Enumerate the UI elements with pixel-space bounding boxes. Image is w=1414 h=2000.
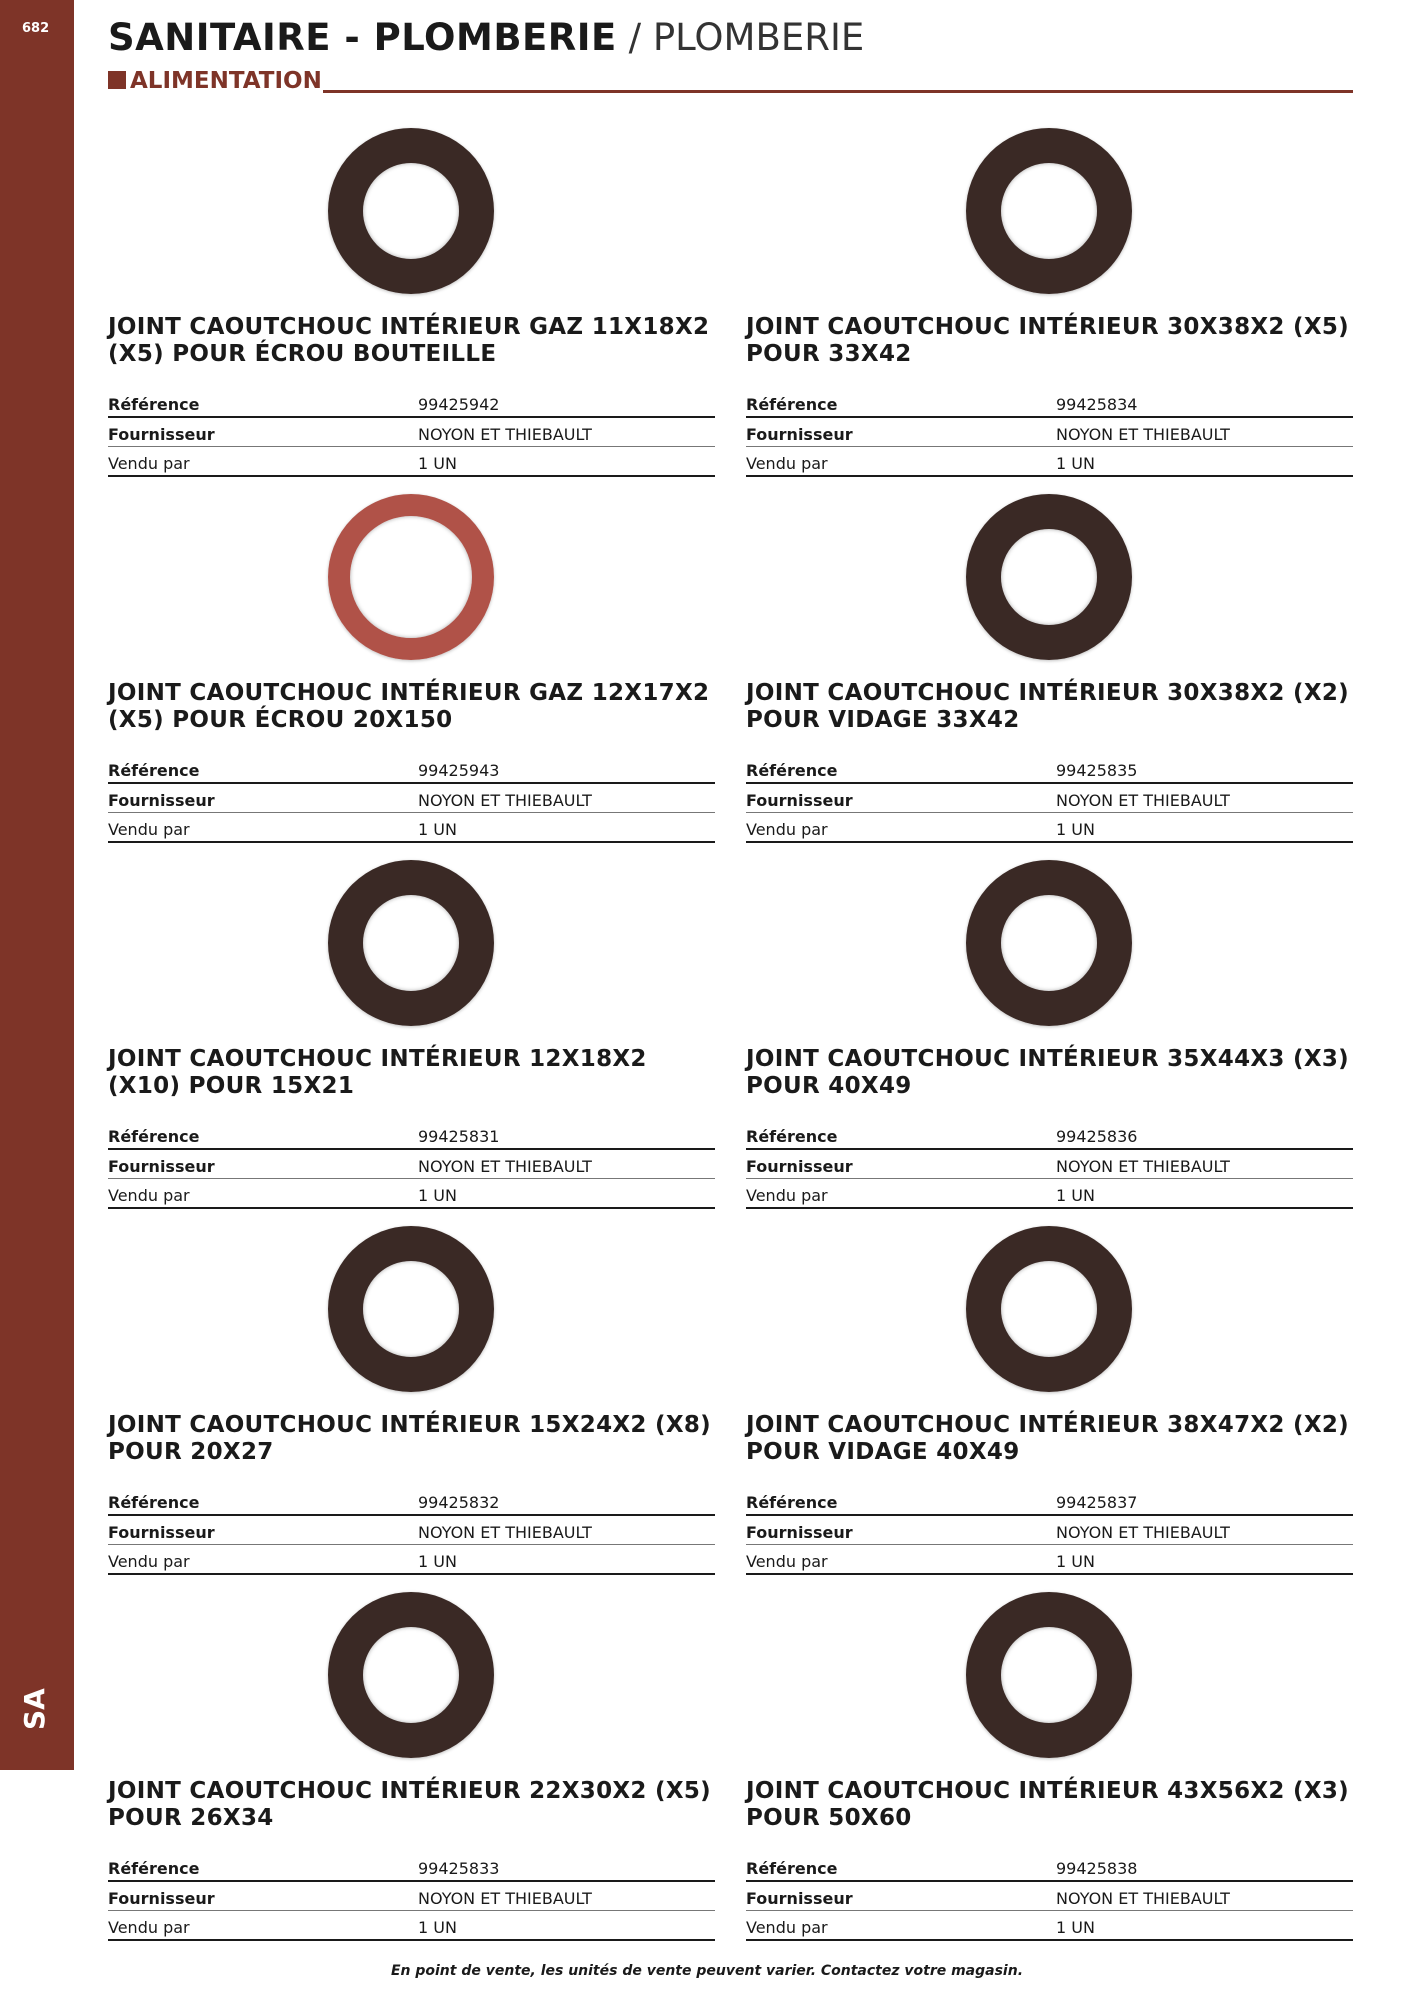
product-title[interactable]: JOINT CAOUTCHOUC INTÉRIEUR 30X38X2 (X2) POUR VIDAGE 33X42 [746,680,1349,733]
supplier-label: Fournisseur [746,1881,1056,1911]
product-details [108,1852,715,1941]
product-card[interactable] [746,858,1353,1218]
product-title[interactable]: JOINT CAOUTCHOUC INTÉRIEUR 30X38X2 (X5) POUR 33X42 [746,314,1349,367]
sold-by-label: Vendu par [108,1545,418,1575]
reference-value: 99425838 [1056,1852,1353,1881]
supplier-label: Fournisseur [108,1149,418,1179]
product-details [108,1120,715,1209]
sold-by-label: Vendu par [108,1179,418,1209]
reference-value: 99425833 [418,1852,715,1881]
product-details [108,754,715,843]
product-image [108,1224,715,1404]
section-header [108,66,1353,96]
supplier-label: Fournisseur [746,417,1056,447]
product-card[interactable] [746,126,1353,486]
rubber-seal-image [328,128,494,294]
reference-label: Référence [108,754,418,783]
product-image [746,1224,1353,1404]
sold-by-value: 1 UN [418,813,715,843]
rubber-seal-image [328,494,494,660]
reference-value: 99425832 [418,1486,715,1515]
sold-by-value: 1 UN [418,1179,715,1209]
product-details [108,1486,715,1575]
supplier-label: Fournisseur [746,1149,1056,1179]
product-image [746,858,1353,1038]
sold-by-label: Vendu par [108,1911,418,1941]
supplier-value: NOYON ET THIEBAULT [1056,783,1353,813]
sold-by-value: 1 UN [1056,1911,1353,1941]
reference-label: Référence [108,1486,418,1515]
product-card[interactable] [108,1590,715,1950]
reference-value: 99425834 [1056,388,1353,417]
product-image [108,858,715,1038]
sold-by-label: Vendu par [746,1545,1056,1575]
product-image [108,126,715,306]
section-rule [323,90,1353,93]
product-card[interactable] [108,858,715,1218]
reference-label: Référence [746,388,1056,417]
reference-value: 99425837 [1056,1486,1353,1515]
supplier-label: Fournisseur [746,783,1056,813]
page-title-separator: / [628,16,642,59]
product-details [746,388,1353,477]
sold-by-label: Vendu par [746,1911,1056,1941]
rubber-seal-image [966,1592,1132,1758]
product-title[interactable]: JOINT CAOUTCHOUC INTÉRIEUR 22X30X2 (X5) POUR 26X34 [108,1778,711,1831]
product-card[interactable] [108,126,715,486]
supplier-label: Fournisseur [108,417,418,447]
sold-by-value: 1 UN [1056,1179,1353,1209]
page-title-main: SANITAIRE - PLOMBERIE [108,16,617,59]
rubber-seal-image [966,128,1132,294]
supplier-value: NOYON ET THIEBAULT [1056,417,1353,447]
rubber-seal-image [328,860,494,1026]
product-title[interactable]: JOINT CAOUTCHOUC INTÉRIEUR 43X56X2 (X3) POUR 50X60 [746,1778,1349,1831]
product-details [746,1120,1353,1209]
sold-by-value: 1 UN [1056,813,1353,843]
reference-value: 99425943 [418,754,715,783]
reference-label: Référence [746,754,1056,783]
page-title-sub: PLOMBERIE [652,16,865,59]
product-title[interactable]: JOINT CAOUTCHOUC INTÉRIEUR 12X18X2 (X10) POUR 15X21 [108,1046,647,1099]
sold-by-label: Vendu par [746,813,1056,843]
page-title [108,16,864,59]
product-details [746,1852,1353,1941]
section-marker [108,71,126,89]
sold-by-value: 1 UN [418,1911,715,1941]
supplier-value: NOYON ET THIEBAULT [418,783,715,813]
reference-label: Référence [108,1852,418,1881]
rubber-seal-image [328,1226,494,1392]
sold-by-label: Vendu par [108,447,418,477]
reference-label: Référence [108,1120,418,1149]
supplier-value: NOYON ET THIEBAULT [418,1515,715,1545]
product-title[interactable]: JOINT CAOUTCHOUC INTÉRIEUR GAZ 11X18X2 (X5) POUR ÉCROU BOUTEILLE [108,314,710,367]
sold-by-value: 1 UN [1056,1545,1353,1575]
product-details [746,754,1353,843]
product-image [108,1590,715,1770]
reference-label: Référence [108,388,418,417]
reference-value: 99425831 [418,1120,715,1149]
product-image [746,492,1353,672]
rubber-seal-image [966,1226,1132,1392]
footer-note: En point de vente, les unités de vente peuvent varier. Contactez votre magasin. [390,1963,1024,1979]
reference-value: 99425836 [1056,1120,1353,1149]
product-card[interactable] [108,1224,715,1584]
supplier-value: NOYON ET THIEBAULT [1056,1515,1353,1545]
sold-by-value: 1 UN [418,1545,715,1575]
category-code: SA [18,1688,51,1730]
product-details [108,388,715,477]
product-card[interactable] [746,1224,1353,1584]
reference-label: Référence [746,1120,1056,1149]
supplier-value: NOYON ET THIEBAULT [1056,1881,1353,1911]
sold-by-value: 1 UN [418,447,715,477]
product-card[interactable] [108,492,715,852]
product-title[interactable]: JOINT CAOUTCHOUC INTÉRIEUR 15X24X2 (X8) POUR 20X27 [108,1412,711,1465]
supplier-value: NOYON ET THIEBAULT [418,417,715,447]
section-label: ALIMENTATION [130,68,322,94]
product-image [746,1590,1353,1770]
reference-label: Référence [746,1852,1056,1881]
product-image [746,126,1353,306]
rubber-seal-image [328,1592,494,1758]
category-sidebar [0,0,74,1770]
supplier-label: Fournisseur [108,1881,418,1911]
product-card[interactable] [746,1590,1353,1950]
supplier-label: Fournisseur [108,783,418,813]
reference-value: 99425942 [418,388,715,417]
sold-by-label: Vendu par [108,813,418,843]
supplier-label: Fournisseur [108,1515,418,1545]
sold-by-value: 1 UN [1056,447,1353,477]
sold-by-label: Vendu par [746,447,1056,477]
product-details [746,1486,1353,1575]
product-title[interactable]: JOINT CAOUTCHOUC INTÉRIEUR 38X47X2 (X2) POUR VIDAGE 40X49 [746,1412,1349,1465]
product-image [108,492,715,672]
reference-value: 99425835 [1056,754,1353,783]
rubber-seal-image [966,494,1132,660]
product-title[interactable]: JOINT CAOUTCHOUC INTÉRIEUR GAZ 12X17X2 (X5) POUR ÉCROU 20X150 [108,680,710,733]
product-card[interactable] [746,492,1353,852]
supplier-label: Fournisseur [746,1515,1056,1545]
sold-by-label: Vendu par [746,1179,1056,1209]
supplier-value: NOYON ET THIEBAULT [418,1149,715,1179]
rubber-seal-image [966,860,1132,1026]
supplier-value: NOYON ET THIEBAULT [418,1881,715,1911]
supplier-value: NOYON ET THIEBAULT [1056,1149,1353,1179]
product-title[interactable]: JOINT CAOUTCHOUC INTÉRIEUR 35X44X3 (X3) POUR 40X49 [746,1046,1349,1099]
page-number: 682 [22,21,50,36]
reference-label: Référence [746,1486,1056,1515]
